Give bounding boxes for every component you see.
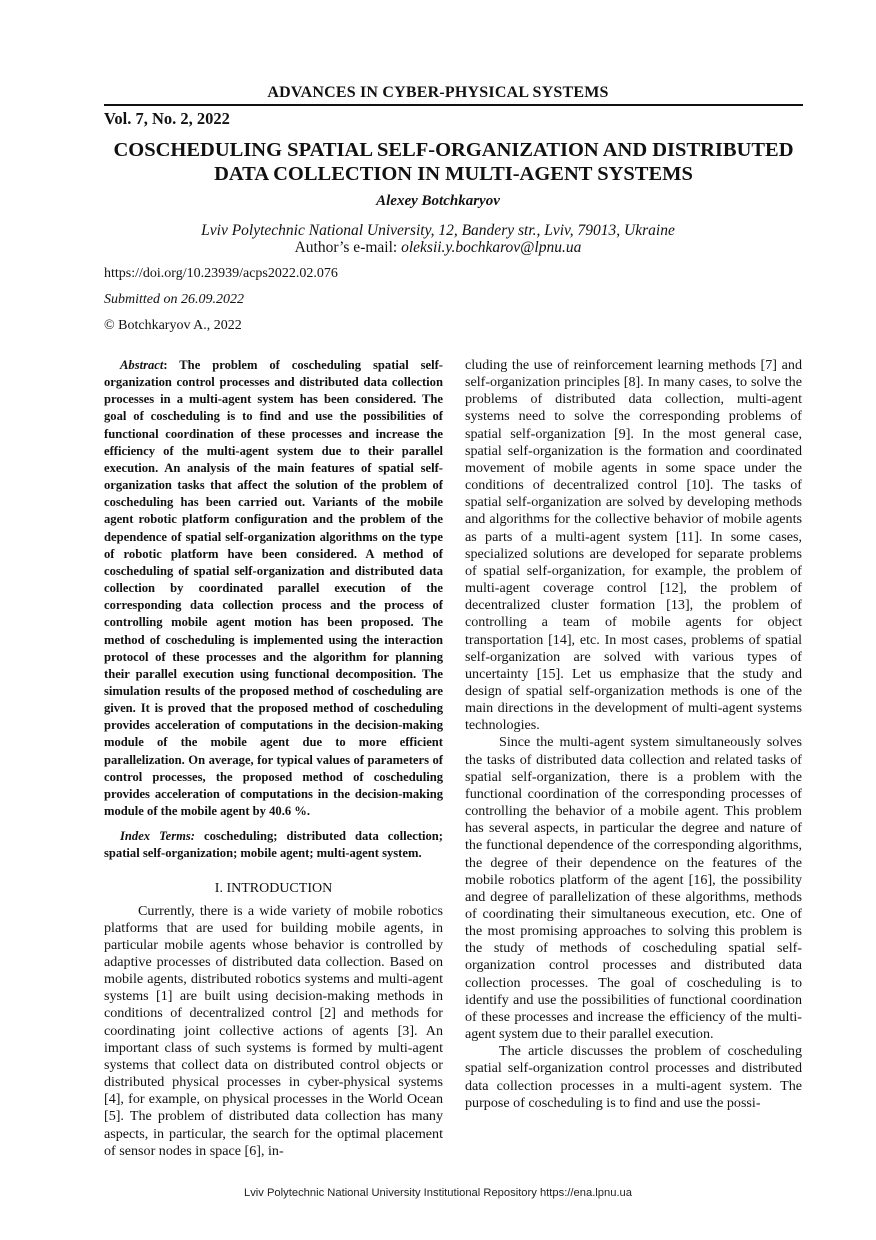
header-rule xyxy=(104,104,803,106)
abstract-text: : The problem of coscheduling spatial self-organization control processes and distributed data collection processes in a multi-agent system has been considered. The goal of coscheduling is to find and use the possibilities of functional coordination of these processes and increase the efficiency of the multi-agent system due to their parallel execution. An analysis of the main features of spatial self-organization tasks that affect the solution of the problem of coscheduling has been carried out. Variants of the mobile agent robotic platform configuration and the problem of the dependence of spatial self-organization algorithms on the type of robotic platform have been considered. A method of coscheduling of spatial self-organization and distributed data collection by coordinated parallel execution of the corresponding data collection process and the process of controlling mobile agent motion has been proposed. The method of coscheduling is implemented using the interaction protocol of these processes and the algorithm for planning their parallel execution using functional decomposition. The simulation results of the proposed method of coscheduling are given. It is proved that the proposed method of coscheduling provides acceleration of computations in the decision-making module of the mobile agent due to more efficient parallelization. On average, for typical values of parameters of control processes, the proposed method of coscheduling provides acceleration of computations in the decision-making module of the mobile agent by 40.6 %. xyxy=(104,358,443,819)
doi-link[interactable]: https://doi.org/10.23939/acps2022.02.076 xyxy=(104,266,338,281)
index-terms xyxy=(104,828,443,862)
section-heading-introduction: I. INTRODUCTION xyxy=(214,880,333,896)
abstract xyxy=(104,357,443,820)
email-link[interactable]: oleksii.y.bochkarov@lpnu.ua xyxy=(401,239,582,256)
right-column xyxy=(465,357,802,1112)
intro-paragraph-2: Since the multi-agent system simultaneously solves the tasks of distributed data collection and related tasks of spatial self-organization, there is a problem with the functional coordination of the corresponding processes of controlling the behavior of a mobile agent. This problem has several aspects, in particular the degree and nature of the functional dependence of the corresponding algorithms, the degree of their dependence on the features of the mobile robotics platform of the agent [16], the possibility and degree of parallelization of these algorithms, methods of coordinating their simultaneous execution, etc. One of the most promising approaches to solving this problem is the study of methods of coscheduling spatial self-organization control processes and distributed data collection processes. The goal of coscheduling is to identify and use the possibilities of functional coordination of these processes and increase the efficiency of the multi-agent system due to their parallel execution. xyxy=(465,734,802,1043)
article-title: COSCHEDULING SPATIAL SELF-ORGANIZATION AND DISTRIBUTED DATA COLLECTION IN MULTI-AGENT SYSTEMS xyxy=(113,139,794,185)
index-terms-label: Index Terms: xyxy=(120,829,196,844)
left-column xyxy=(104,357,443,1160)
author-email-line xyxy=(0,239,876,257)
repository-footer: Lviv Polytechnic National University Institutional Repository https://ena.lpnu.ua xyxy=(243,1187,633,1199)
email-label: Author’s e-mail: xyxy=(294,239,402,256)
intro-paragraph-1-continued: cluding the use of reinforcement learning methods [7] and self-organization principles [8]. In many cases, to solve the problems of distributed data collection, multi-agent systems need to solve the corresponding problems of spatial self-organization [9]. In the most general case, spatial self-organization is the formation and coordinated movement of mobile agents in some space under the conditions of decentralized control [10]. The tasks of spatial self-organization are solved by developing methods and algorithms for the collective behavior of mobile agents as parts of a multi-agent system [11]. In some cases, specialized solutions are developed for separate problems of spatial self-organization, for example, the problem of multi-agent coverage control [12], the problem of decentralized cluster formation [13], the problem of controlling a team of mobile agents for object transportation [14], etc. In most cases, problems of spatial self-organization are solved with various types of uncertainty [15]. Let us emphasize that the study and design of spatial self-organization methods is one of the main directions in the development of multi-agent systems technologies. xyxy=(465,357,802,734)
author-affiliation: Lviv Polytechnic National University, 12, Bandery str., Lviv, 79013, Ukraine xyxy=(201,222,675,239)
author-name: Alexey Botchkaryov xyxy=(376,193,500,209)
index-terms-text: coscheduling; distributed data collection; spatial self-organization; mobile agent; multi-agent system. xyxy=(104,829,444,861)
journal-title: ADVANCES IN CYBER-PHYSICAL SYSTEMS xyxy=(267,84,609,101)
abstract-label: Abstract xyxy=(120,358,164,372)
intro-paragraph-1: Currently, there is a wide variety of mobile robotics platforms that are used for building mobile agents, in particular mobile agents whose behavior is controlled by adaptive processes of distributed data collection. Based on mobile agents, distributed robotics systems and multi-agent systems [1] are built using decision-making methods in conditions of decentralized control [2] and methods for coordinating joint collective actions of agents [3]. An important class of such systems is formed by multi-agent systems that collect data on distributed control objects or distributed physical processes in cyber-physical systems [4], for example, on physical processes in the World Ocean [5]. The problem of distributed data collection has many aspects, in particular, the search for the optimal placement of sensor nodes in space [6], in- xyxy=(104,902,443,1159)
submitted-date: Submitted on 26.09.2022 xyxy=(104,292,244,307)
copyright-notice: © Botchkaryov A., 2022 xyxy=(104,318,242,333)
intro-paragraph-3: The article discusses the problem of coscheduling spatial self-organization control processes and distributed data collection processes in a multi-agent system. The purpose of coscheduling is to find and use the possi- xyxy=(465,1043,802,1111)
volume-issue: Vol. 7, No. 2, 2022 xyxy=(104,109,230,128)
